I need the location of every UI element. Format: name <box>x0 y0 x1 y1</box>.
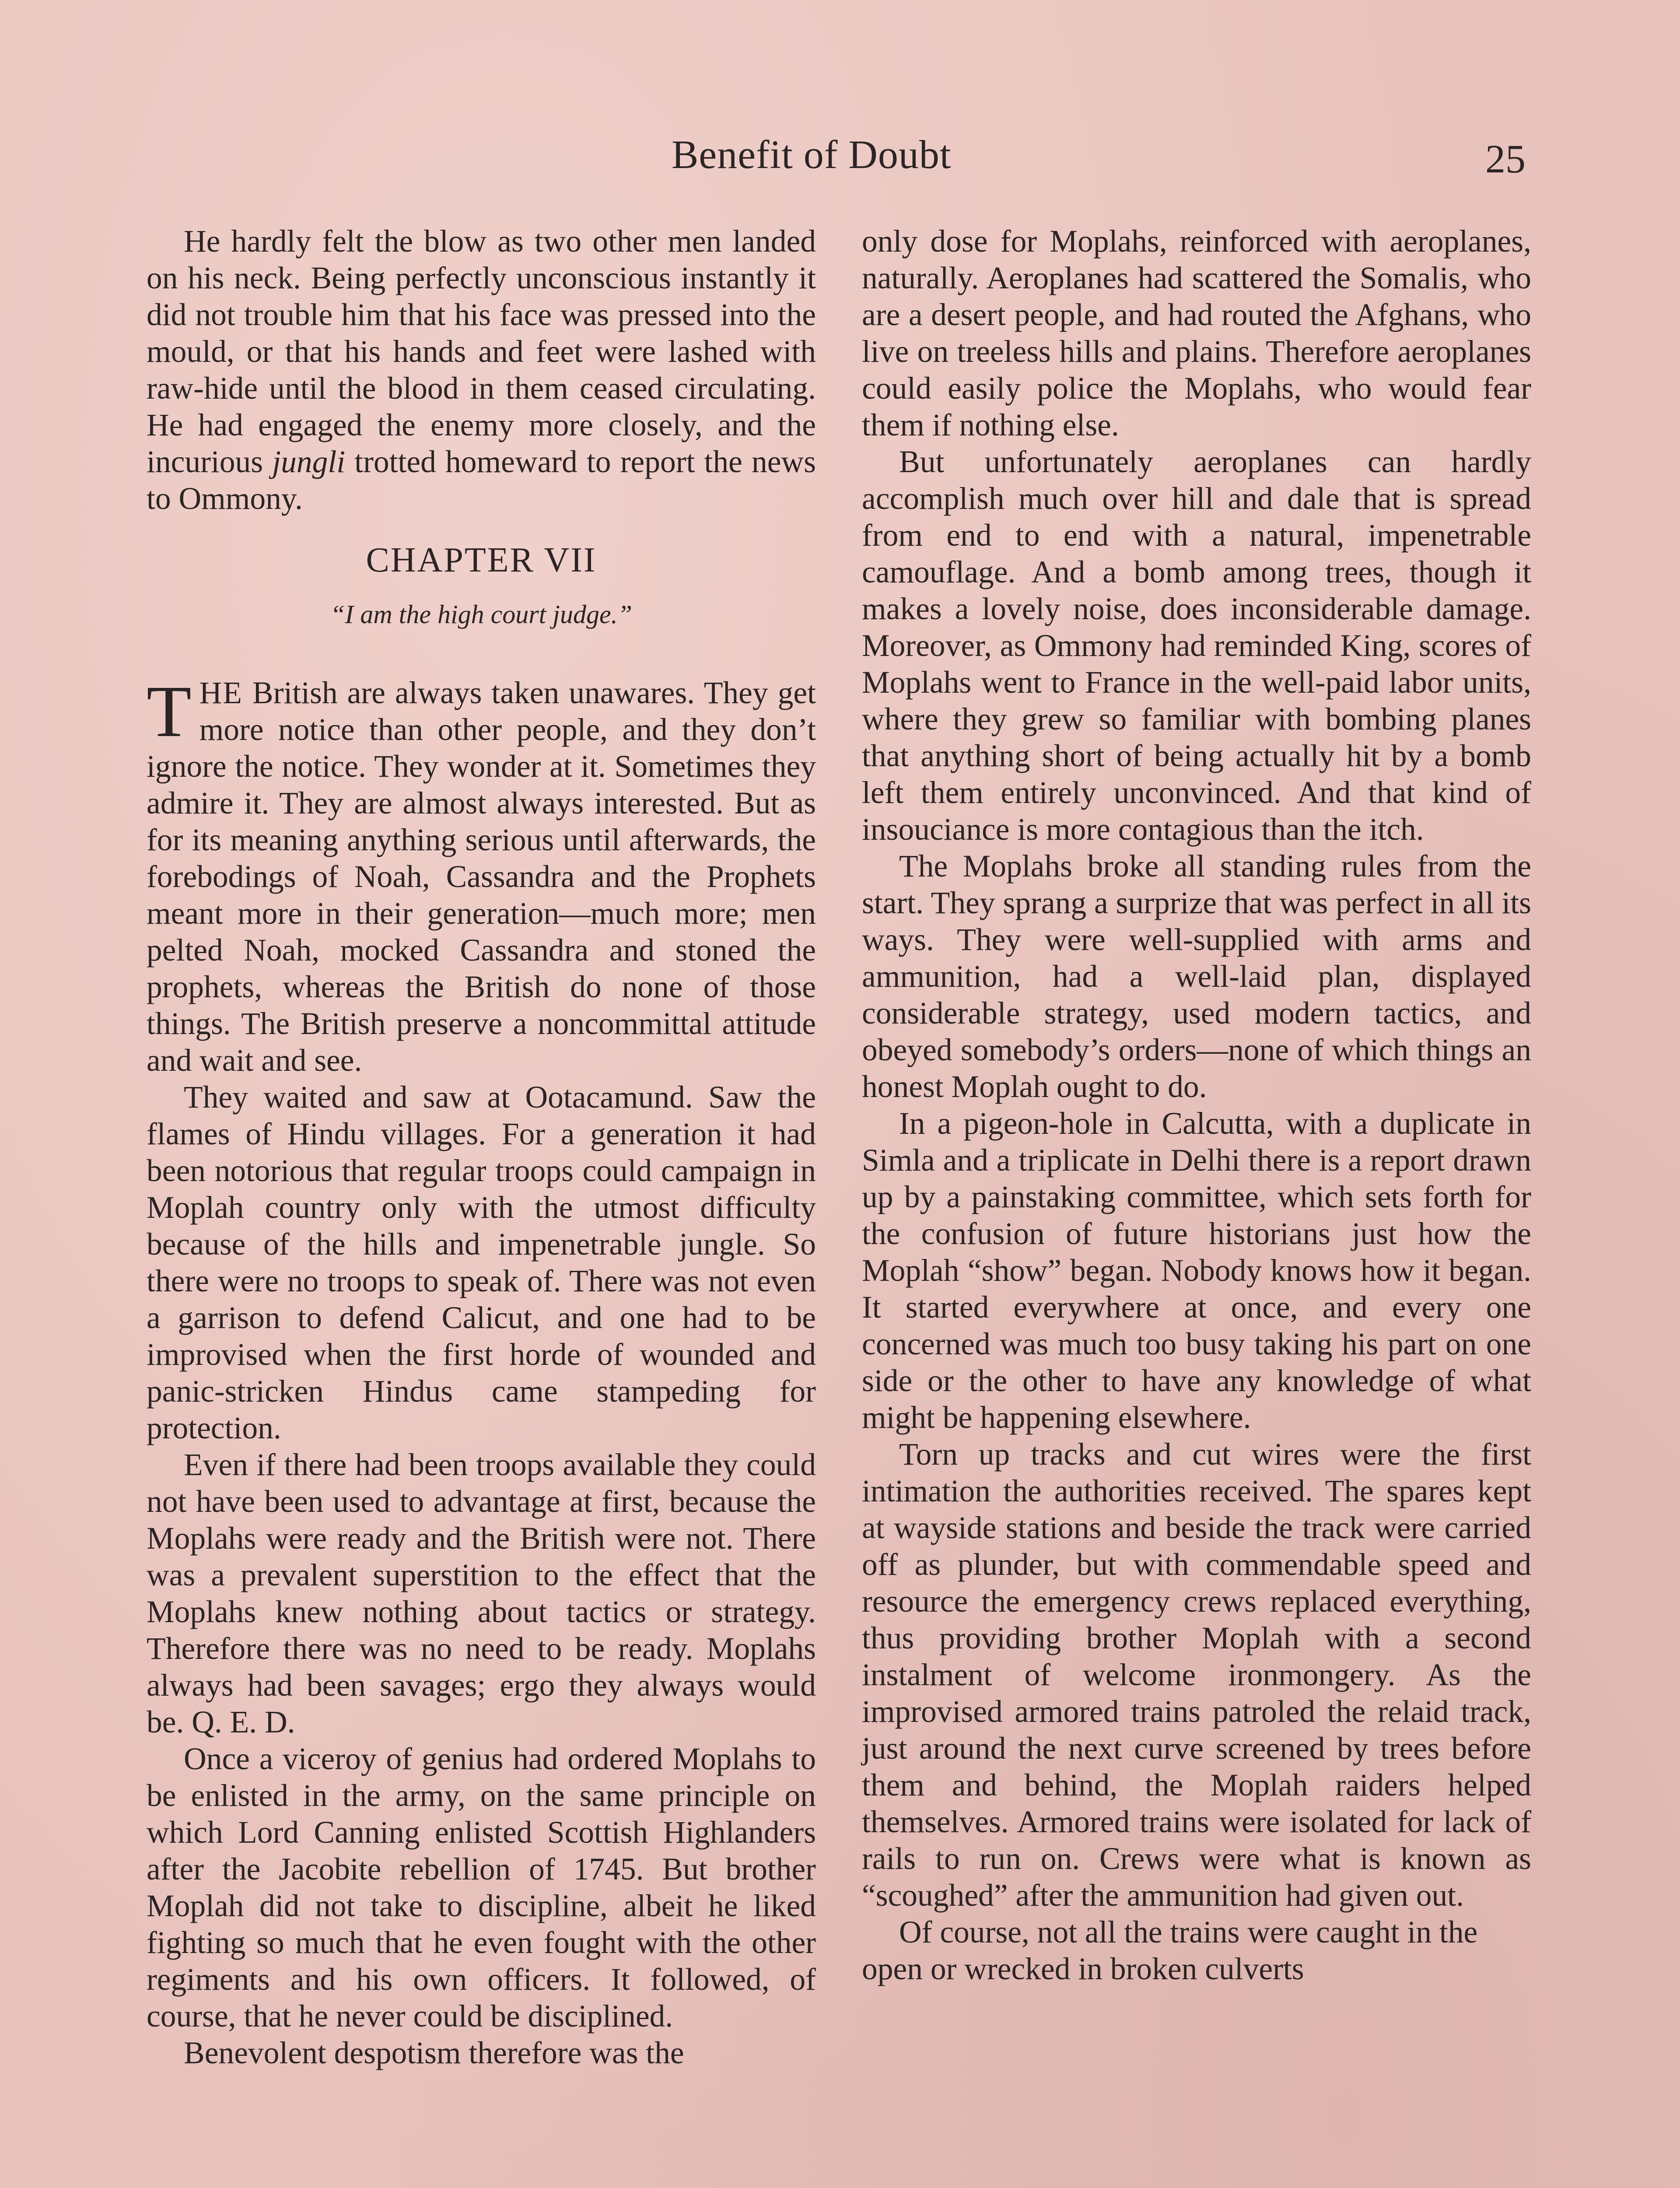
paragraph: Once a viceroy of genius had ordered Moplahs to be enlisted in the army, on the same principle on which Lord Canning enlisted Scottish Highlanders after the Jacobite rebellion of 1745. But brother Moplah did not take to discipline, albeit he liked fighting so much that he even fought with the other regiments and his own officers. It followed, of course, that he never could be disciplined. <box>147 1742 816 2034</box>
running-head <box>0 131 1680 193</box>
running-title: Benefit of Doubt <box>672 132 952 177</box>
opening-paragraph <box>147 671 816 1079</box>
chapter-heading: CHAPTER VII <box>366 541 597 579</box>
paragraph: Of course, not all the trains were caught in the open or wrecked in broken culverts <box>862 1915 1478 1986</box>
paragraph: Torn up tracks and cut wires were the first intimation the authorities received. The spares kept at wayside stations and beside the track were carried off as plunder, but with commendable speed and resource the emergency crews replaced everything, thus providing brother Moplah with a second instalment of welcome ironmongery. As the improvised armored trains patroled the relaid track, just around the next curve screened by trees before them and behind, the Moplah raiders helped themselves. Armored trains were isolated for lack of rails to run on. Crews were what is known as “scoughed” after the ammunition had given out. <box>862 1437 1531 1913</box>
paragraph: In a pigeon-hole in Calcutta, with a duplicate in Simla and a triplicate in Delhi there is a report drawn up by a painstaking committee, which sets forth for the confusion of future historians just how the Moplah “show” began. Nobody knows how it began. It started everywhere at once, and every one concerned was much too busy taking his part on one side or the other to have any knowledge of what might be happening elsewhere. <box>862 1106 1531 1435</box>
paragraph: The Moplahs broke all standing rules from the start. They sprang a surprize that was perfect in all its ways. They were well-supplied with arms and ammunition, had a well-laid plan, displayed considerable strategy, used modern tactics, and obeyed somebody’s orders—none of which things an honest Moplah ought to do. <box>862 849 1531 1104</box>
paragraph-text: trotted homeward to report the news to Ommony. <box>147 445 816 516</box>
paragraph <box>147 223 816 517</box>
left-column <box>147 223 816 2072</box>
paragraph: But unfortunately aeroplanes can hardly accomplish much over hill and dale that is spread from end to end with a natural, impenetrable camouflage. And a bomb among trees, though it makes a lovely noise, does inconsiderable damage. Moreover, as Ommony had reminded King, scores of Moplahs went to France in the well-paid labor units, where they grew so familiar with bombing planes that anything short of being actually hit by a bomb left them entirely unconvinced. And that kind of insouciance is more contagious than the itch. <box>862 445 1531 847</box>
paragraph-text: British are always taken unawares. They get more notice than other people, and they don’t ignore the notice. They wonder at it. Sometimes they admire it. They are almost always interested. But as for its meaning anything serious until afterwards, the forebodings of Noah, Cassandra and the Prophets meant more in their generation—much more; men pelted Noah, mocked Cassandra and stoned the prophets, whereas the British do none of those things. The British preserve a noncommittal attitude and wait and see. <box>147 676 816 1078</box>
drop-cap: T <box>147 671 192 752</box>
paragraph-text: He hardly felt the blow as two other men landed on his neck. Being perfectly unconscious instantly it did not trouble him that his face was pressed into the mould, or that his hands and feet were lashed with raw-hide until the blood in them ceased circulating. He had engaged the enemy more closely, and the incurious <box>147 224 816 479</box>
italic-word: jungli <box>272 445 346 479</box>
paragraph: only dose for Moplahs, reinforced with aeroplanes, naturally. Aeroplanes had scattered the Somalis, who are a desert people, and had routed the Afghans, who live on treeless hills and plains. Therefore aeroplanes could easily police the Moplahs, who would fear them if nothing else. <box>862 224 1531 442</box>
paragraph: Even if there had been troops available they could not have been used to advantage at first, because the Moplahs were ready and the British were not. There was a prevalent superstition to the effect that the Moplahs knew nothing about tactics or strategy. Therefore there was no need to be ready. Moplahs always had been savages; ergo they always would be. Q. E. D. <box>147 1448 816 1739</box>
opening-word: HE <box>199 676 243 710</box>
paragraph: Benevolent despotism therefore was the <box>184 2036 684 2070</box>
chapter-epigraph: “I am the high court judge.” <box>330 600 632 629</box>
paragraph: They waited and saw at Ootacamund. Saw the flames of Hindu villages. For a generation it had been notorious that regular troops could campaign in Moplah country only with the utmost difficulty because of the hills and impenetrable jungle. So there were no troops to speak of. There was not even a garrison to defend Calicut, and one had to be improvised when the first horde of wounded and panic-stricken Hindus came stampeding for protection. <box>147 1080 816 1445</box>
page-number: 25 <box>1485 137 1526 181</box>
right-column <box>862 223 1531 1988</box>
